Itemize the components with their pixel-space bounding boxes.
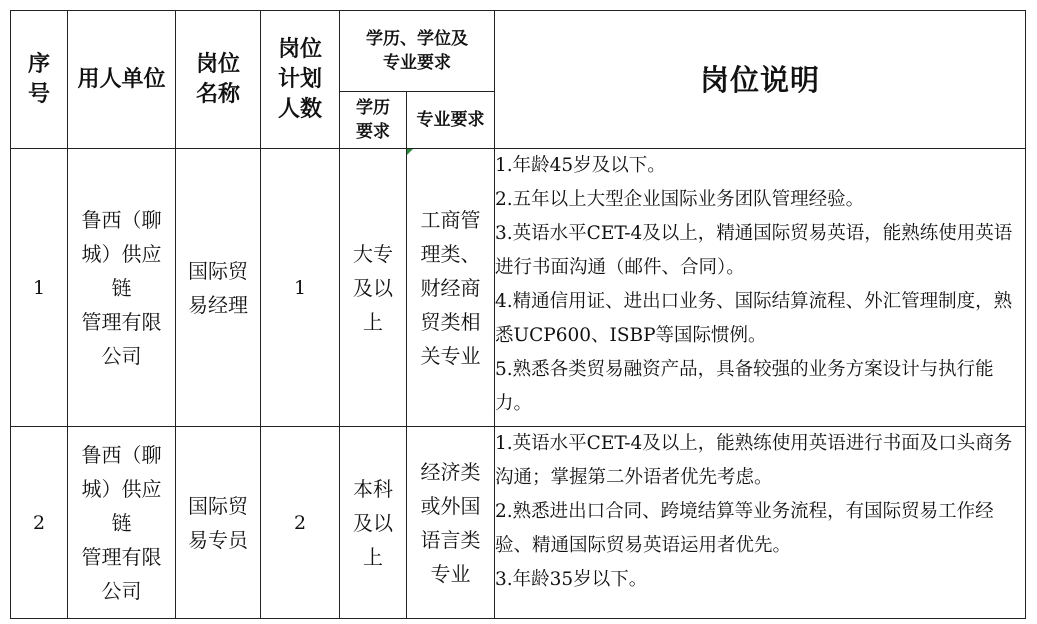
description-item: 3.年龄35岁以下。 xyxy=(495,569,648,590)
row-major: 工商管 理类、 财经商 贸类相 关专业 xyxy=(407,149,495,427)
header-employer: 用人单位 xyxy=(68,11,176,149)
description-item: 5.熟悉各类贸易融资产品，具备较强的业务方案设计与执行能力。 xyxy=(495,359,994,414)
header-position-name: 岗位名称 xyxy=(176,11,261,149)
description-item: 3.英语水平CET-4及以上，精通国际贸易英语，能熟练使用英语进行书面沟通（邮件、合同）。 xyxy=(495,223,1013,278)
row-employer: 鲁西（聊 城）供应 链 管理有限 公司 xyxy=(68,149,176,427)
header-index: 序号 xyxy=(11,11,68,149)
job-requirements-table xyxy=(10,10,1026,619)
description-item: 1.年龄45岁及以下。 xyxy=(495,155,666,176)
header-education-group: 学历、学位及专业要求 xyxy=(340,11,495,92)
row-position-name: 国际贸 易专员 xyxy=(176,427,261,619)
row-major: 经济类 或外国 语言类 专业 xyxy=(407,427,495,619)
row-education: 大专 及以 上 xyxy=(340,149,407,427)
row-index: 1 xyxy=(11,149,68,427)
description-item: 4.精通信用证、进出口业务、国际结算流程、外汇管理制度，熟悉UCP600、ISBP等国际惯例。 xyxy=(495,291,1013,346)
header-headcount: 岗位计划人数 xyxy=(261,11,340,149)
description-item: 2.五年以上大型企业国际业务团队管理经验。 xyxy=(495,189,865,210)
cell-comment-marker xyxy=(407,149,413,155)
description-item: 1.英语水平CET-4及以上，能熟练使用英语进行书面及口头商务沟通；掌握第二外语者优先考虑。 xyxy=(495,433,1013,488)
row-index: 2 xyxy=(11,427,68,619)
header-major: 专业要求 xyxy=(407,92,495,149)
table-row xyxy=(11,427,1026,619)
row-description xyxy=(495,149,1026,427)
row-headcount: 1 xyxy=(261,149,340,427)
header-description: 岗位说明 xyxy=(495,11,1026,149)
row-education: 本科 及以 上 xyxy=(340,427,407,619)
table-row xyxy=(11,149,1026,427)
row-position-name: 国际贸 易经理 xyxy=(176,149,261,427)
row-headcount: 2 xyxy=(261,427,340,619)
row-description xyxy=(495,427,1026,619)
row-employer: 鲁西（聊 城）供应 链 管理有限 公司 xyxy=(68,427,176,619)
header-education: 学历要求 xyxy=(340,92,407,149)
description-item: 2.熟悉进出口合同、跨境结算等业务流程，有国际贸易工作经验、精通国际贸易英语运用者优先。 xyxy=(495,501,994,556)
